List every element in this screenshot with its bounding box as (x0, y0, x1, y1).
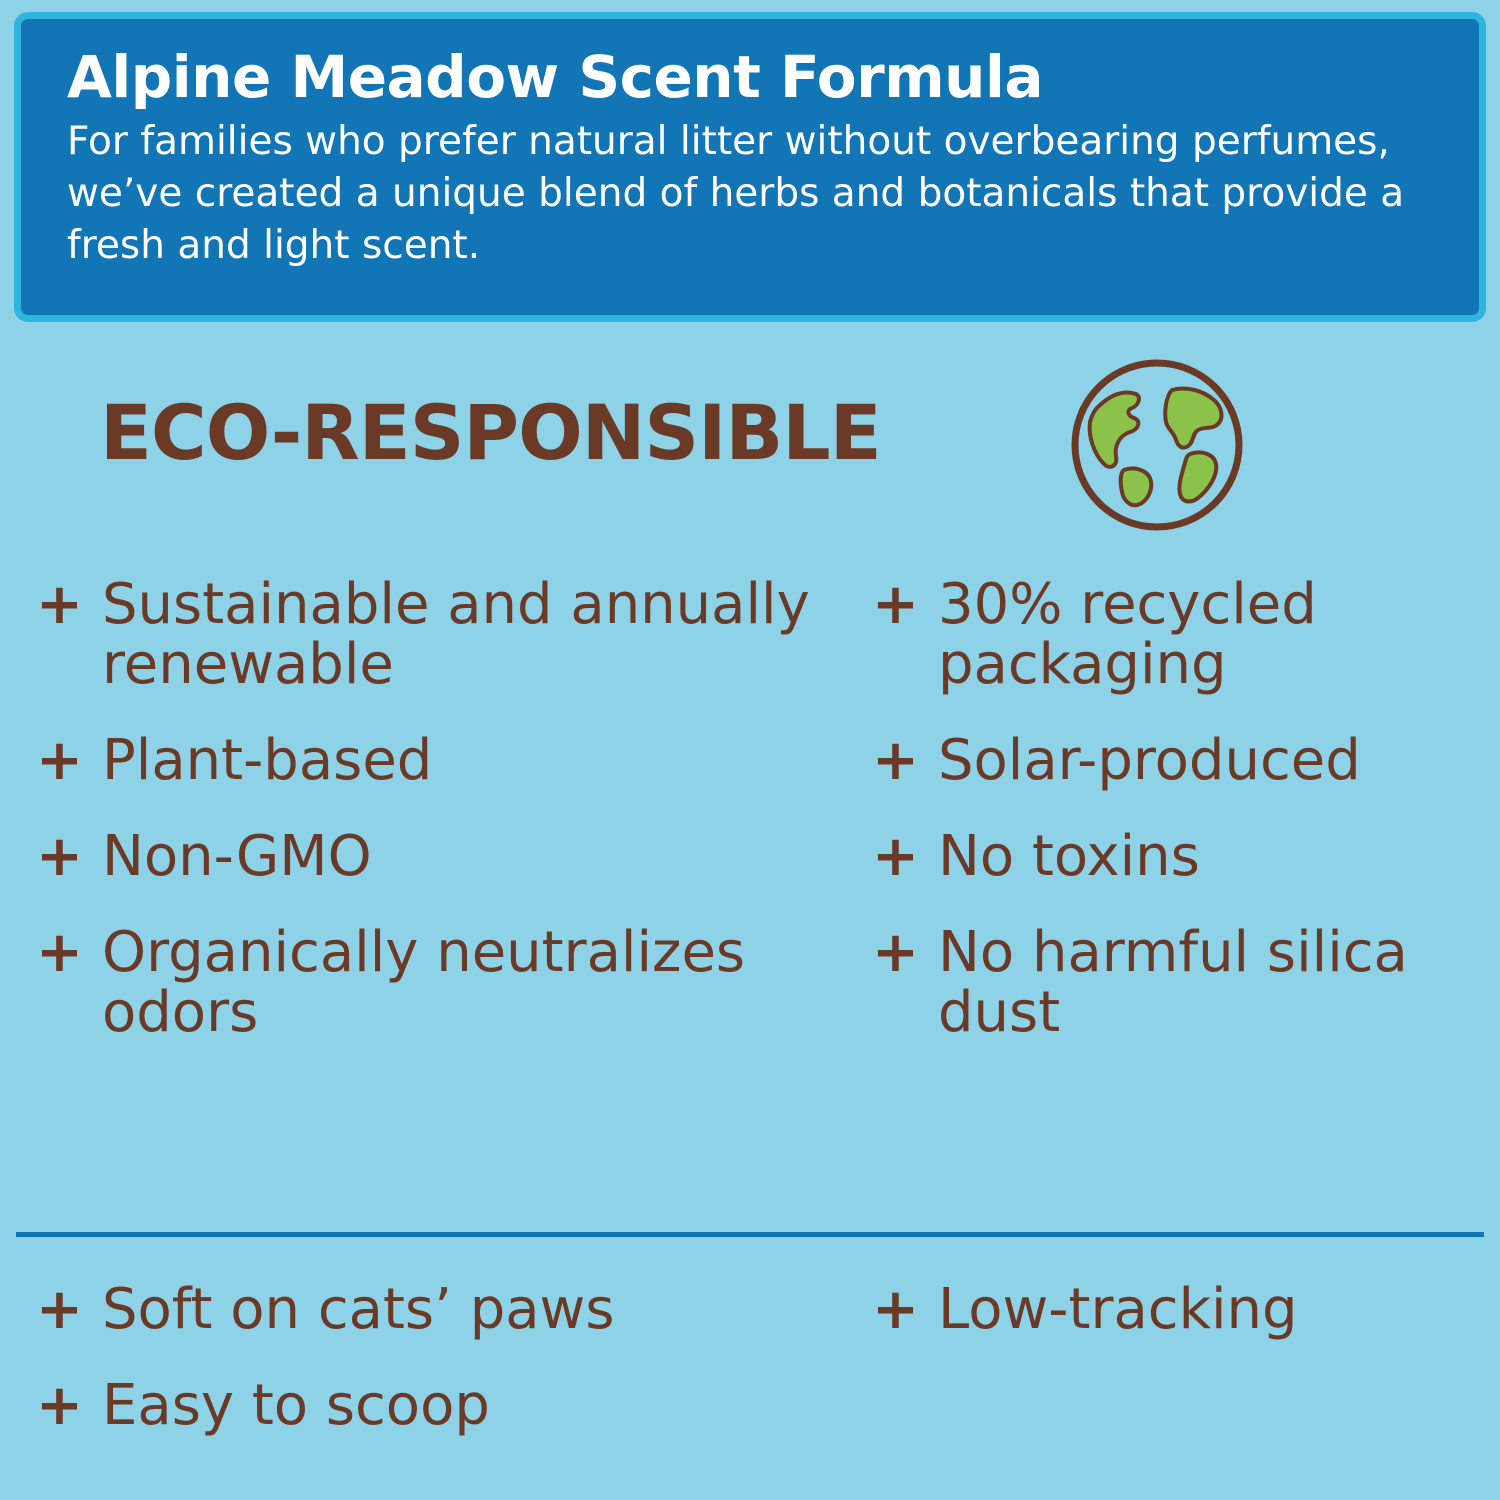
list-item-label: No toxins (938, 823, 1200, 889)
list-item (872, 572, 1472, 697)
eco-features-right-column (872, 572, 1472, 1078)
list-item-label: Easy to scoop (102, 1372, 490, 1438)
list-item (36, 1372, 856, 1438)
list-item (872, 823, 1472, 889)
list-item-label: Low-tracking (938, 1277, 1298, 1342)
eco-heading-row (0, 345, 1500, 545)
list-item (36, 572, 836, 697)
banner-title: Alpine Meadow Scent Formula (67, 43, 1043, 111)
list-item (36, 919, 836, 1045)
plus-icon: + (872, 572, 919, 637)
list-item-label: No harmful silica dust (938, 919, 1408, 1045)
list-item (36, 1277, 856, 1342)
plus-icon: + (872, 727, 919, 793)
plus-icon: + (872, 919, 919, 985)
plus-icon: + (36, 919, 83, 985)
list-item (36, 727, 836, 793)
section-divider (16, 1232, 1484, 1237)
eco-features-left-column (36, 572, 836, 1078)
globe-icon (1062, 350, 1252, 540)
list-item-label: Organically neutralizes odors (102, 919, 746, 1045)
list-item (872, 919, 1472, 1045)
plus-icon: + (36, 1277, 83, 1342)
usability-left-column (36, 1277, 856, 1472)
plus-icon: + (36, 572, 83, 637)
list-item-label: 30% recycled packaging (938, 572, 1317, 697)
list-item-label: Sustainable and annually renewable (102, 572, 810, 697)
list-item (36, 823, 836, 889)
plus-icon: + (36, 727, 83, 793)
scent-formula-banner (14, 12, 1486, 322)
page-title: ECO-RESPONSIBLE (100, 388, 881, 477)
usability-right-column (872, 1277, 1472, 1376)
plus-icon: + (872, 1277, 919, 1342)
list-item-label: Plant-based (102, 727, 433, 793)
list-item (872, 1277, 1472, 1342)
list-item-label: Soft on cats’ paws (102, 1277, 615, 1342)
list-item-label: Non-GMO (102, 823, 372, 889)
banner-description: For families who prefer natural litter without overbearing perfumes, we’ve created a unique blend of herbs and botanicals that provide a fresh and light scent. (67, 118, 1405, 268)
plus-icon: + (36, 823, 83, 889)
list-item (872, 727, 1472, 793)
list-item-label: Solar-produced (938, 727, 1361, 793)
plus-icon: + (36, 1372, 83, 1438)
plus-icon: + (872, 823, 919, 889)
